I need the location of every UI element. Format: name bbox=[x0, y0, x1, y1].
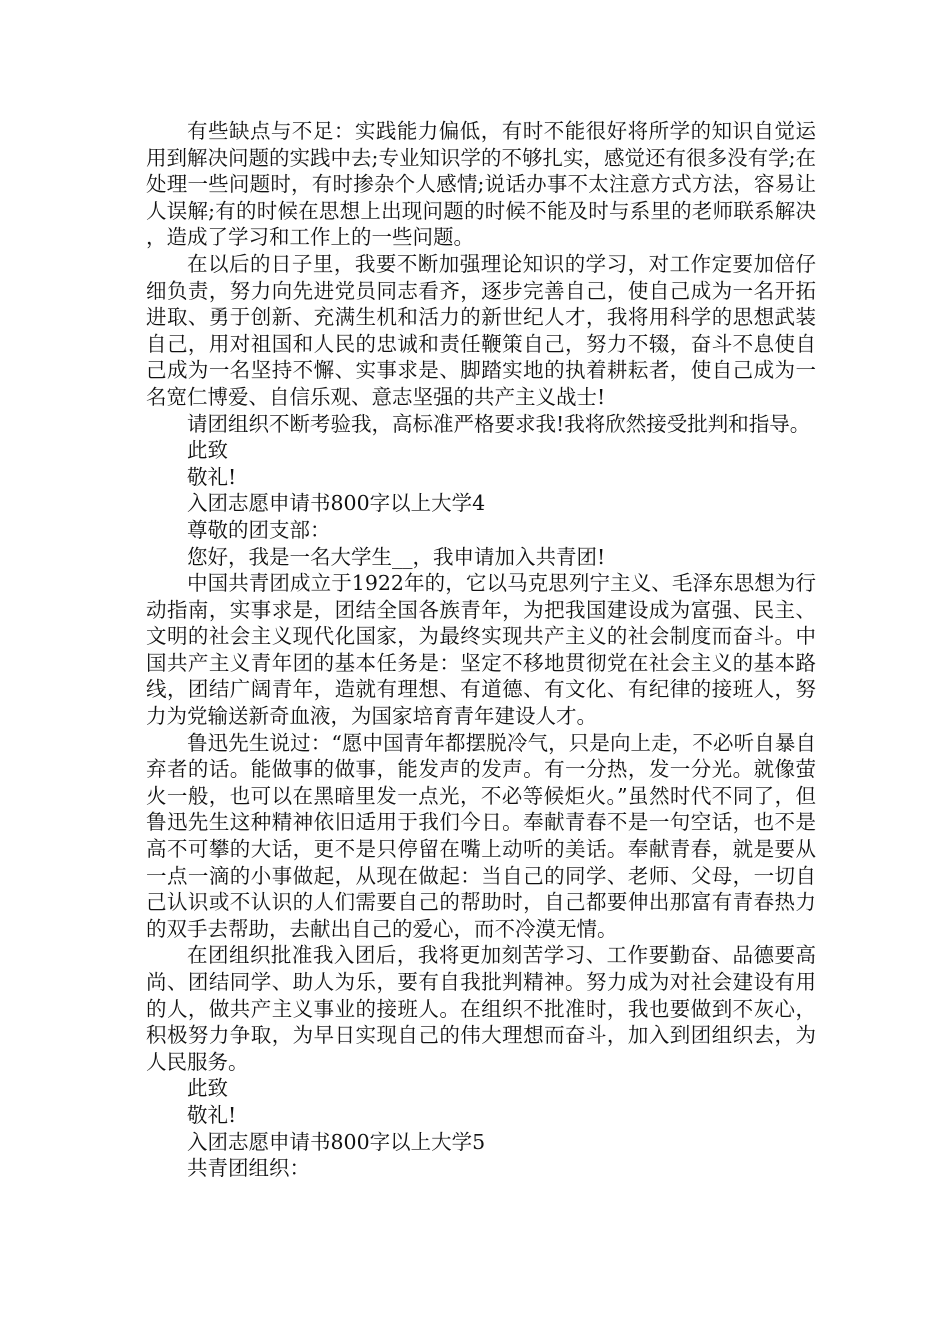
greeting-intro: 您好，我是一名大学生__，我申请加入共青团! bbox=[187, 544, 606, 569]
section-heading-5: 入团志愿申请书800字以上大学5 bbox=[187, 1129, 486, 1154]
closing-respect-2: 敬礼! bbox=[187, 1102, 237, 1127]
paragraph-request-evaluation: 请团组织不断考验我，高标准严格要求我!我将欣然接受批判和指导。 bbox=[187, 411, 811, 436]
greeting-recipient: 尊敬的团支部： bbox=[187, 517, 331, 542]
closing-salutation-2: 此致 bbox=[187, 1076, 228, 1101]
closing-respect: 敬礼! bbox=[187, 464, 237, 489]
paragraph-shortcomings: 有些缺点与不足：实践能力偏低，有时不能很好将所学的知识自觉运用到解决问题的实践中去;专业知识学的不够扎实，感觉还有很多没有学;在处理一些问题时，有时掺杂个人感情;说话办事不太注意方式方法，容易让人误解;有的时候在思想上出现问题的时候不能及时与系里的老师联系解决，造成了学习和工作上的一些问题。 bbox=[146, 119, 816, 250]
paragraph-league-history: 中国共青团成立于1922年的，它以马克思列宁主义、毛泽东思想为行动指南，实事求是，团结全国各族青年，为把我国建设成为富强、民主、文明的社会主义现代化国家，为最终实现共产主义的社会制度而奋斗。中国共产主义青年团的基本任务是：坚定不移地贯彻党在社会主义的基本路线，团结广阔青年，造就有理想、有道德、有文化、有纪律的接班人，努力为党输送新奇血液，为国家培育青年建设人才。 bbox=[146, 571, 816, 729]
section-heading-4: 入团志愿申请书800字以上大学4 bbox=[187, 491, 486, 516]
document-body bbox=[146, 118, 816, 1182]
greeting-recipient-2: 共青团组织： bbox=[187, 1156, 310, 1181]
paragraph-lu-xun-quote: 鲁迅先生说过：“愿中国青年都摆脱冷气，只是向上走，不必听自暴自弃者的话。能做事的做事，能发声的发声。有一分热，发一分光。就像萤火一般，也可以在黑暗里发一点光，不必等候炬火。”虽然时代不同了，但鲁迅先生这种精神依旧适用于我们今日。奉献青春不是一句空话，也不是高不可攀的大话，更不是只停留在嘴上动听的美话。奉献青春，就是要从一点一滴的小事做起，从现在做起：当自己的同学、老师、父母，一切自己认识或不认识的人们需要自己的帮助时，自己都要伸出那富有青春热力的双手去帮助，去献出自己的爱心，而不冷漠无情。 bbox=[146, 730, 816, 941]
paragraph-future-plans: 在以后的日子里，我要不断加强理论知识的学习，对工作定要加倍仔细负责，努力向先进党员同志看齐，逐步完善自己，使自己成为一名开拓进取、勇于创新、充满生机和活力的新世纪人才，我将用科学的思想武装自己，用对祖国和人民的忠诚和责任鞭策自己，努力不辍，奋斗不息使自己成为一名坚持不懈、实事求是、脚踏实地的执着耕耘者，使自己成为一名宽仁博爱、自信乐观、意志坚强的共产主义战士! bbox=[146, 251, 816, 409]
paragraph-commitment: 在团组织批准我入团后，我将更加刻苦学习、工作要勤奋、品德要高尚、团结同学、助人为乐，要有自我批判精神。努力成为对社会建设有用的人，做共产主义事业的接班人。在组织不批准时，我也要做到不灰心，积极努力争取，为早日实现自己的伟大理想而奋斗，加入到团组织去，为人民服务。 bbox=[146, 943, 816, 1074]
closing-salutation: 此致 bbox=[187, 438, 228, 463]
